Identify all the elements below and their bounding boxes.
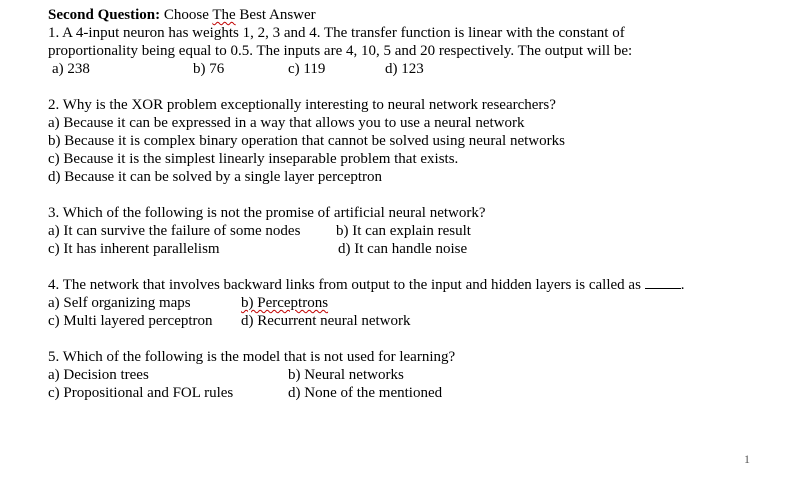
question-1-line-1: 1. A 4-input neuron has weights 1, 2, 3 and 4. The transfer function is linear with the constant of — [48, 25, 625, 41]
question-4-options-row-1 — [48, 294, 768, 312]
q2-option-d: d) Because it can be solved by a single layer perceptron — [48, 169, 383, 185]
q1-option-a: a) 238 — [52, 61, 90, 77]
question-2 — [48, 96, 768, 186]
question-3-line-1: 3. Which of the following is not the promise of artificial neural network? — [48, 205, 486, 221]
q2-option-a: a) Because it can be expressed in a way that allows you to use a neural network — [48, 115, 525, 131]
q1-option-c: c) 119 — [288, 61, 326, 77]
answer-blank — [645, 276, 681, 289]
question-5 — [48, 348, 768, 402]
q2-option-b: b) Because it is complex binary operation that cannot be solved using neural networks — [48, 133, 565, 149]
document-body — [48, 6, 768, 402]
heading-text-pre: Choose — [160, 7, 213, 23]
q4-option-c: c) Multi layered perceptron — [48, 313, 213, 329]
question-4-suffix: . — [680, 277, 685, 293]
q3-option-a: a) It can survive the failure of some nodes — [48, 223, 301, 239]
q3-option-b: b) It can explain result — [336, 223, 471, 239]
section-heading — [48, 6, 768, 24]
question-5-options-row-1 — [48, 366, 768, 384]
question-3-options-row-2 — [48, 240, 768, 258]
question-3-options-row-1 — [48, 222, 768, 240]
q5-option-a: a) Decision trees — [48, 367, 149, 383]
question-5-options-row-2 — [48, 384, 768, 402]
q3-option-d: d) It can handle noise — [338, 241, 468, 257]
question-1-options — [48, 60, 768, 78]
q3-option-c: c) It has inherent parallelism — [48, 241, 220, 257]
q5-option-d: d) None of the mentioned — [288, 385, 443, 401]
q5-option-b: b) Neural networks — [288, 367, 404, 383]
q4-option-a: a) Self organizing maps — [48, 295, 191, 311]
page-number: 1 — [744, 452, 750, 466]
q1-option-d: d) 123 — [385, 61, 424, 77]
heading-text-post: Best Answer — [235, 7, 316, 23]
question-2-line-1: 2. Why is the XOR problem exceptionally interesting to neural network researchers? — [48, 97, 556, 113]
question-3 — [48, 204, 768, 258]
heading-label: Second Question: — [48, 7, 161, 23]
question-1 — [48, 24, 768, 78]
question-4-options-row-2 — [48, 312, 768, 330]
question-4-text: 4. The network that involves backward links from output to the input and hidden layers is called as — [48, 277, 641, 293]
q1-option-b: b) 76 — [193, 61, 225, 77]
q4-option-b: b) Perceptrons — [241, 295, 329, 311]
question-4-line-1 — [48, 276, 768, 294]
heading-text-the: The — [212, 7, 236, 23]
question-4 — [48, 276, 768, 330]
question-1-line-2: proportionality being equal to 0.5. The inputs are 4, 10, 5 and 20 respectively. The output will be: — [48, 43, 633, 59]
q2-option-c: c) Because it is the simplest linearly inseparable problem that exists. — [48, 151, 459, 167]
q5-option-c: c) Propositional and FOL rules — [48, 385, 234, 401]
q4-option-d: d) Recurrent neural network — [241, 313, 411, 329]
question-5-line-1: 5. Which of the following is the model that is not used for learning? — [48, 349, 456, 365]
